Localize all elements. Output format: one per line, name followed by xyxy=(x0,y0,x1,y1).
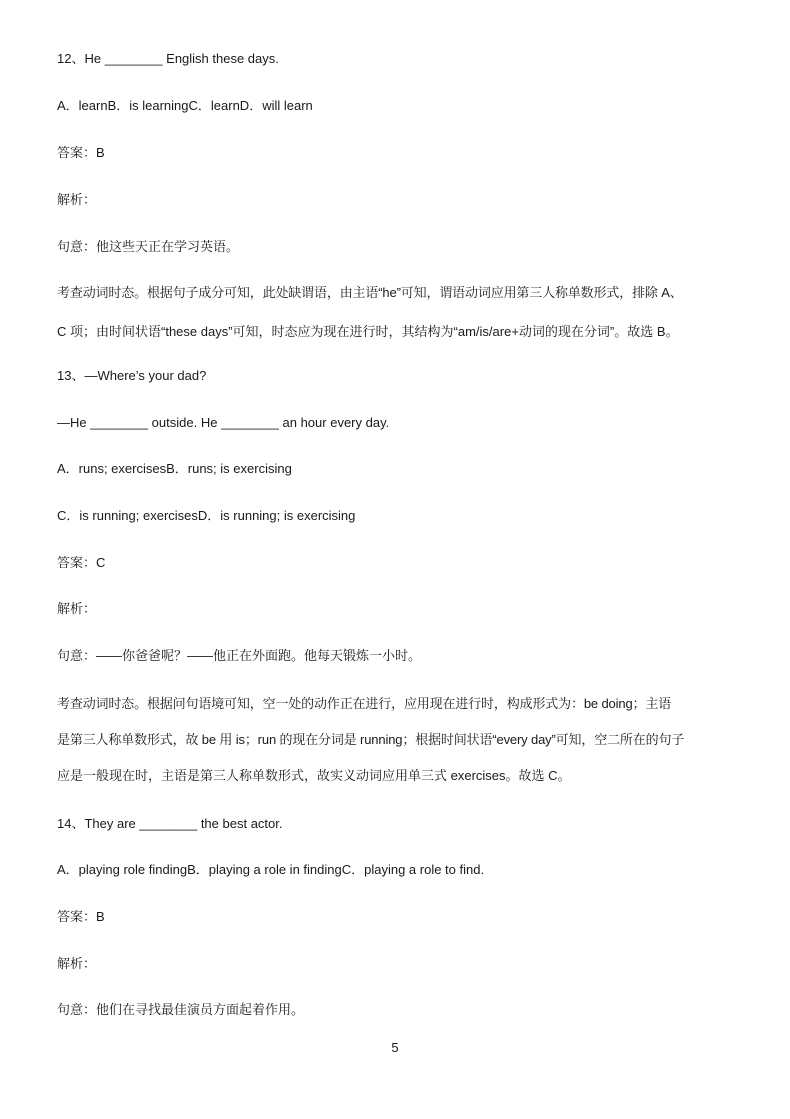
q12-answer: 答案：B xyxy=(57,145,105,160)
q12-stem: 12、He ________ English these days. xyxy=(57,51,279,66)
page-number: 5 xyxy=(391,1040,399,1055)
q14-answer: 答案：B xyxy=(57,909,105,924)
q12-explain-1: 考查动词时态。根据句子成分可知，此处缺谓语，由主语“he”可知，谓语动词应用第三人称单数形式，排除 A、 xyxy=(57,285,683,300)
q12-explain-2: C 项；由时间状语“these days”可知，时态应为现在进行时，其结构为“am/is/are+动词的现在分词”。故选 B。 xyxy=(57,324,679,339)
q13-options-2: C．is running; exercisesD．is running; is exercising xyxy=(57,508,356,523)
q13-options-1: A．runs; exercisesB．runs; is exercising xyxy=(57,461,292,476)
q13-meaning: 句意：——你爸爸呢？——他正在外面跑。他每天锻炼一小时。 xyxy=(57,648,422,663)
q14-analysis-label: 解析： xyxy=(57,956,97,971)
q14-stem: 14、They are ________ the best actor. xyxy=(57,816,283,831)
q13-explain-2: 是第三人称单数形式，故 be 用 is；run 的现在分词是 running；根据时间状语“every day”可知，空二所在的句子 xyxy=(57,732,685,747)
q13-answer: 答案：C xyxy=(57,555,106,570)
q12-meaning: 句意：他这些天正在学习英语。 xyxy=(57,239,240,254)
q13-explain-1: 考查动词时态。根据问句语境可知，空一处的动作正在进行，应用现在进行时，构成形式为：be doing；主语 xyxy=(57,696,672,711)
q14-options: A．playing role findingB．playing a role in findingC．playing a role to find. xyxy=(57,862,485,877)
q13-stem-2: —He ________ outside. He ________ an hour every day. xyxy=(57,415,390,430)
q13-stem: 13、—Where’s your dad? xyxy=(57,368,207,383)
q13-analysis-label: 解析： xyxy=(57,601,97,616)
q12-options: A．learnB．is learningC．learnD．will learn xyxy=(57,98,313,113)
q12-analysis-label: 解析： xyxy=(57,192,97,207)
q13-explain-3: 应是一般现在时，主语是第三人称单数形式，故实义动词应用单三式 exercises。故选 C。 xyxy=(57,768,571,783)
q14-meaning: 句意：他们在寻找最佳演员方面起着作用。 xyxy=(57,1002,305,1017)
